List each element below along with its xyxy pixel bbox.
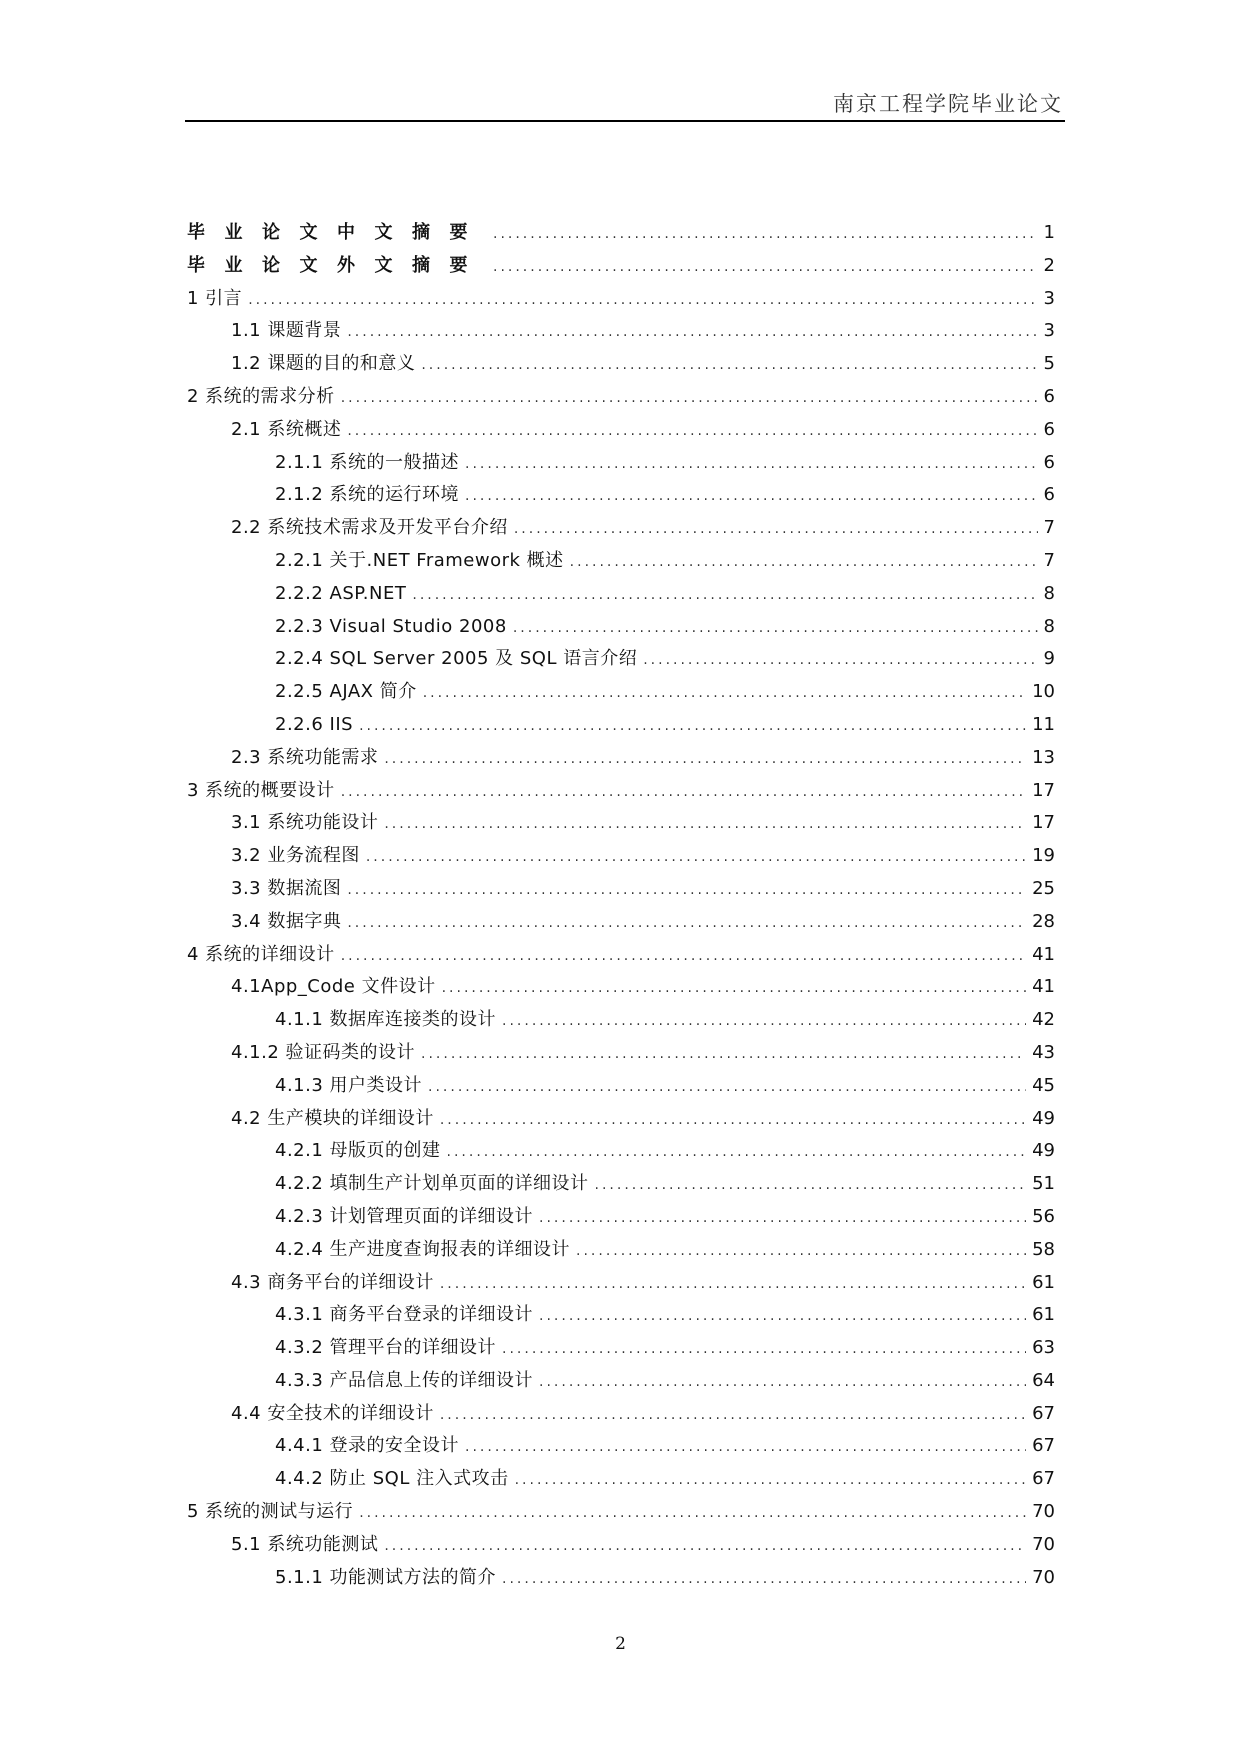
toc-entry-title: 2.2 系统技术需求及开发平台介绍 — [231, 517, 508, 539]
toc-entry-title: 2.2.6 IIS — [275, 713, 354, 735]
toc-leader-dots — [576, 1235, 1026, 1268]
toc-leader-dots — [643, 644, 1037, 677]
toc-entry-page: 6 — [1043, 385, 1055, 407]
toc-entry-page: 1 — [1043, 222, 1055, 243]
toc-entry[interactable] — [187, 873, 1055, 906]
toc-entry-title: 2.2.2 ASP.NET — [275, 582, 407, 604]
toc-entry-page: 6 — [1043, 418, 1055, 440]
toc-entry-title: 3.3 数据流图 — [231, 877, 342, 899]
toc-entry-page: 19 — [1032, 845, 1055, 867]
page-header — [185, 84, 1065, 122]
toc-entry[interactable] — [187, 217, 1055, 250]
toc-entry[interactable] — [187, 1365, 1055, 1398]
toc-entry-title: 1 引言 — [187, 287, 243, 309]
toc-leader-dots — [248, 284, 1037, 317]
toc-entry-page: 61 — [1032, 1271, 1055, 1293]
toc-leader-dots — [539, 1366, 1026, 1399]
toc-entry-page: 7 — [1043, 549, 1055, 571]
toc-entry-page: 45 — [1032, 1074, 1055, 1096]
toc-leader-dots — [447, 1136, 1027, 1169]
toc-leader-dots — [347, 874, 1026, 907]
toc-leader-dots — [359, 1497, 1026, 1530]
toc-entry[interactable] — [187, 578, 1055, 611]
toc-entry-title: 2.2.4 SQL Server 2005 及 SQL 语言介绍 — [275, 648, 638, 670]
toc-entry[interactable] — [187, 709, 1055, 742]
toc-entry-title: 2.2.3 Visual Studio 2008 — [275, 615, 507, 637]
toc-entry-title: 4.1.3 用户类设计 — [275, 1074, 423, 1096]
toc-entry[interactable] — [187, 775, 1055, 808]
toc-entry-page: 3 — [1043, 287, 1055, 309]
toc-entry-page: 70 — [1032, 1501, 1055, 1523]
toc-leader-dots — [515, 1464, 1027, 1497]
toc-entry-title: 5.1.1 功能测试方法的简介 — [275, 1566, 497, 1588]
toc-entry-page: 67 — [1032, 1468, 1055, 1490]
toc-entry[interactable] — [187, 611, 1055, 644]
toc-leader-dots — [465, 1431, 1026, 1464]
toc-leader-dots — [502, 1005, 1026, 1038]
toc-entry-page: 70 — [1032, 1533, 1055, 1555]
toc-leader-dots — [423, 677, 1026, 710]
toc-entry-page: 64 — [1032, 1369, 1055, 1391]
toc-entry-title: 4.1App_Code 文件设计 — [231, 976, 436, 998]
toc-entry-title: 4.4.2 防止 SQL 注入式攻击 — [275, 1468, 509, 1490]
toc-entry-title: 2.1.2 系统的运行环境 — [275, 484, 460, 506]
toc-entry[interactable] — [187, 742, 1055, 775]
toc-entry-page: 3 — [1043, 320, 1055, 342]
toc-leader-dots — [514, 513, 1038, 546]
toc-entry[interactable] — [187, 1299, 1055, 1332]
toc-entry-title: 2.2.1 关于.NET Framework 概述 — [275, 549, 564, 571]
toc-entry-title: 4.2 生产模块的详细设计 — [231, 1107, 434, 1129]
toc-leader-dots — [513, 612, 1038, 645]
toc-leader-dots — [440, 1399, 1026, 1432]
toc-entry[interactable] — [187, 348, 1055, 381]
toc-leader-dots — [347, 907, 1026, 940]
toc-entry[interactable] — [187, 283, 1055, 316]
toc-entry-title: 4.3 商务平台的详细设计 — [231, 1271, 434, 1293]
toc-leader-dots — [428, 1071, 1026, 1104]
toc-leader-dots — [384, 1530, 1026, 1563]
toc-leader-dots — [347, 316, 1037, 349]
toc-entry-title: 1.1 课题背景 — [231, 320, 342, 342]
toc-entry[interactable] — [187, 971, 1055, 1004]
toc-entry-page: 41 — [1032, 943, 1055, 965]
toc-entry-page: 67 — [1032, 1402, 1055, 1424]
toc-entry-title: 4.3.2 管理平台的详细设计 — [275, 1337, 497, 1359]
toc-leader-dots — [384, 743, 1026, 776]
toc-entry[interactable] — [187, 939, 1055, 972]
toc-leader-dots — [465, 448, 1038, 481]
toc-entry-title: 4.2.3 计划管理页面的详细设计 — [275, 1205, 534, 1227]
toc-entry-title: 4.3.3 产品信息上传的详细设计 — [275, 1369, 534, 1391]
toc-entry-title: 毕业论文中文摘要 — [187, 222, 487, 243]
toc-entry-page: 13 — [1032, 746, 1055, 768]
toc-entry[interactable] — [187, 447, 1055, 480]
toc-entry[interactable] — [187, 807, 1055, 840]
toc-entry[interactable] — [187, 1496, 1055, 1529]
toc-entry[interactable] — [187, 1168, 1055, 1201]
toc-entry-title: 毕业论文外文摘要 — [187, 254, 487, 276]
toc-entry[interactable] — [187, 1234, 1055, 1267]
toc-entry-page: 8 — [1043, 615, 1055, 637]
toc-entry[interactable] — [187, 906, 1055, 939]
page-number: 2 — [615, 1634, 626, 1654]
toc-entry-title: 2.2.5 AJAX 简介 — [275, 681, 417, 703]
toc-entry-title: 3 系统的概要设计 — [187, 779, 335, 801]
toc-leader-dots — [347, 415, 1037, 448]
toc-entry-title: 4.2.2 填制生产计划单页面的详细设计 — [275, 1173, 589, 1195]
toc-entry-page: 49 — [1032, 1107, 1055, 1129]
toc-entry[interactable] — [187, 1004, 1055, 1037]
toc-entry-page: 2 — [1043, 254, 1055, 276]
toc-entry[interactable] — [187, 1267, 1055, 1300]
toc-entry-title: 4.2.4 生产进度查询报表的详细设计 — [275, 1238, 571, 1260]
toc-entry[interactable] — [187, 643, 1055, 676]
toc-leader-dots — [341, 776, 1026, 809]
toc-entry-page: 7 — [1043, 517, 1055, 539]
toc-entry-title: 4.1.2 验证码类的设计 — [231, 1041, 416, 1063]
table-of-contents — [187, 217, 1055, 1594]
toc-entry[interactable] — [187, 1070, 1055, 1103]
toc-leader-dots — [440, 1268, 1026, 1301]
toc-entry[interactable] — [187, 545, 1055, 578]
toc-entry[interactable] — [187, 479, 1055, 512]
toc-entry-title: 5 系统的测试与运行 — [187, 1501, 354, 1523]
toc-entry-title: 4.4 安全技术的详细设计 — [231, 1402, 434, 1424]
toc-entry-page: 42 — [1032, 1009, 1055, 1031]
toc-entry-title: 4.3.1 商务平台登录的详细设计 — [275, 1304, 534, 1326]
toc-entry-title: 3.1 系统功能设计 — [231, 812, 379, 834]
toc-entry-page: 9 — [1043, 648, 1055, 670]
toc-entry[interactable] — [187, 1430, 1055, 1463]
toc-entry[interactable] — [187, 1463, 1055, 1496]
toc-leader-dots — [442, 972, 1027, 1005]
toc-entry-page: 41 — [1032, 976, 1055, 998]
toc-leader-dots — [421, 1038, 1026, 1071]
toc-entry-page: 67 — [1032, 1435, 1055, 1457]
toc-leader-dots — [493, 218, 1038, 251]
toc-entry[interactable] — [187, 1398, 1055, 1431]
toc-entry-page: 5 — [1043, 353, 1055, 375]
toc-entry-page: 11 — [1032, 713, 1055, 735]
toc-entry-page: 63 — [1032, 1337, 1055, 1359]
toc-entry-page: 25 — [1032, 877, 1055, 899]
toc-entry-title: 4 系统的详细设计 — [187, 943, 335, 965]
toc-leader-dots — [341, 940, 1026, 973]
toc-leader-dots — [539, 1300, 1026, 1333]
toc-leader-dots — [421, 349, 1037, 382]
toc-entry-title: 2.3 系统功能需求 — [231, 746, 379, 768]
toc-entry-page: 6 — [1043, 451, 1055, 473]
toc-entry-title: 2.1 系统概述 — [231, 418, 342, 440]
toc-entry-page: 17 — [1032, 812, 1055, 834]
toc-entry[interactable] — [187, 1103, 1055, 1136]
toc-entry[interactable] — [187, 1529, 1055, 1562]
toc-entry-page: 17 — [1032, 779, 1055, 801]
toc-entry[interactable] — [187, 250, 1055, 283]
toc-entry[interactable] — [187, 1135, 1055, 1168]
toc-entry-page: 70 — [1032, 1566, 1055, 1588]
toc-leader-dots — [412, 579, 1037, 612]
toc-entry-page: 28 — [1032, 910, 1055, 932]
toc-entry[interactable] — [187, 1562, 1055, 1595]
toc-entry-title: 4.4.1 登录的安全设计 — [275, 1435, 460, 1457]
toc-entry[interactable] — [187, 512, 1055, 545]
toc-entry-page: 43 — [1032, 1041, 1055, 1063]
toc-entry[interactable] — [187, 1037, 1055, 1070]
toc-entry[interactable] — [187, 315, 1055, 348]
header-title: 南京工程学院毕业论文 — [833, 92, 1063, 116]
toc-leader-dots — [465, 480, 1038, 513]
toc-leader-dots — [570, 546, 1038, 579]
toc-entry-title: 5.1 系统功能测试 — [231, 1533, 379, 1555]
toc-leader-dots — [366, 841, 1026, 874]
toc-leader-dots — [595, 1169, 1027, 1202]
toc-entry-title: 2.1.1 系统的一般描述 — [275, 451, 460, 473]
toc-entry-page: 10 — [1032, 681, 1055, 703]
toc-leader-dots — [502, 1563, 1026, 1596]
toc-leader-dots — [493, 251, 1038, 284]
toc-leader-dots — [341, 382, 1038, 415]
toc-entry-page: 6 — [1043, 484, 1055, 506]
toc-entry-title: 3.4 数据字典 — [231, 910, 342, 932]
toc-entry-title: 2 系统的需求分析 — [187, 385, 335, 407]
toc-entry-title: 1.2 课题的目的和意义 — [231, 353, 416, 375]
toc-entry[interactable] — [187, 1201, 1055, 1234]
toc-entry[interactable] — [187, 381, 1055, 414]
toc-leader-dots — [384, 808, 1026, 841]
toc-entry[interactable] — [187, 840, 1055, 873]
toc-entry-page: 58 — [1032, 1238, 1055, 1260]
toc-entry[interactable] — [187, 676, 1055, 709]
toc-leader-dots — [440, 1104, 1026, 1137]
toc-entry-page: 56 — [1032, 1205, 1055, 1227]
toc-entry-page: 8 — [1043, 582, 1055, 604]
toc-entry-title: 3.2 业务流程图 — [231, 845, 360, 867]
toc-entry-page: 49 — [1032, 1140, 1055, 1162]
toc-entry-page: 61 — [1032, 1304, 1055, 1326]
toc-entry[interactable] — [187, 414, 1055, 447]
toc-entry-title: 4.2.1 母版页的创建 — [275, 1140, 441, 1162]
toc-entry-page: 51 — [1032, 1173, 1055, 1195]
toc-leader-dots — [539, 1202, 1026, 1235]
toc-entry-title: 4.1.1 数据库连接类的设计 — [275, 1009, 497, 1031]
toc-leader-dots — [359, 710, 1026, 743]
toc-entry[interactable] — [187, 1332, 1055, 1365]
toc-leader-dots — [502, 1333, 1026, 1366]
